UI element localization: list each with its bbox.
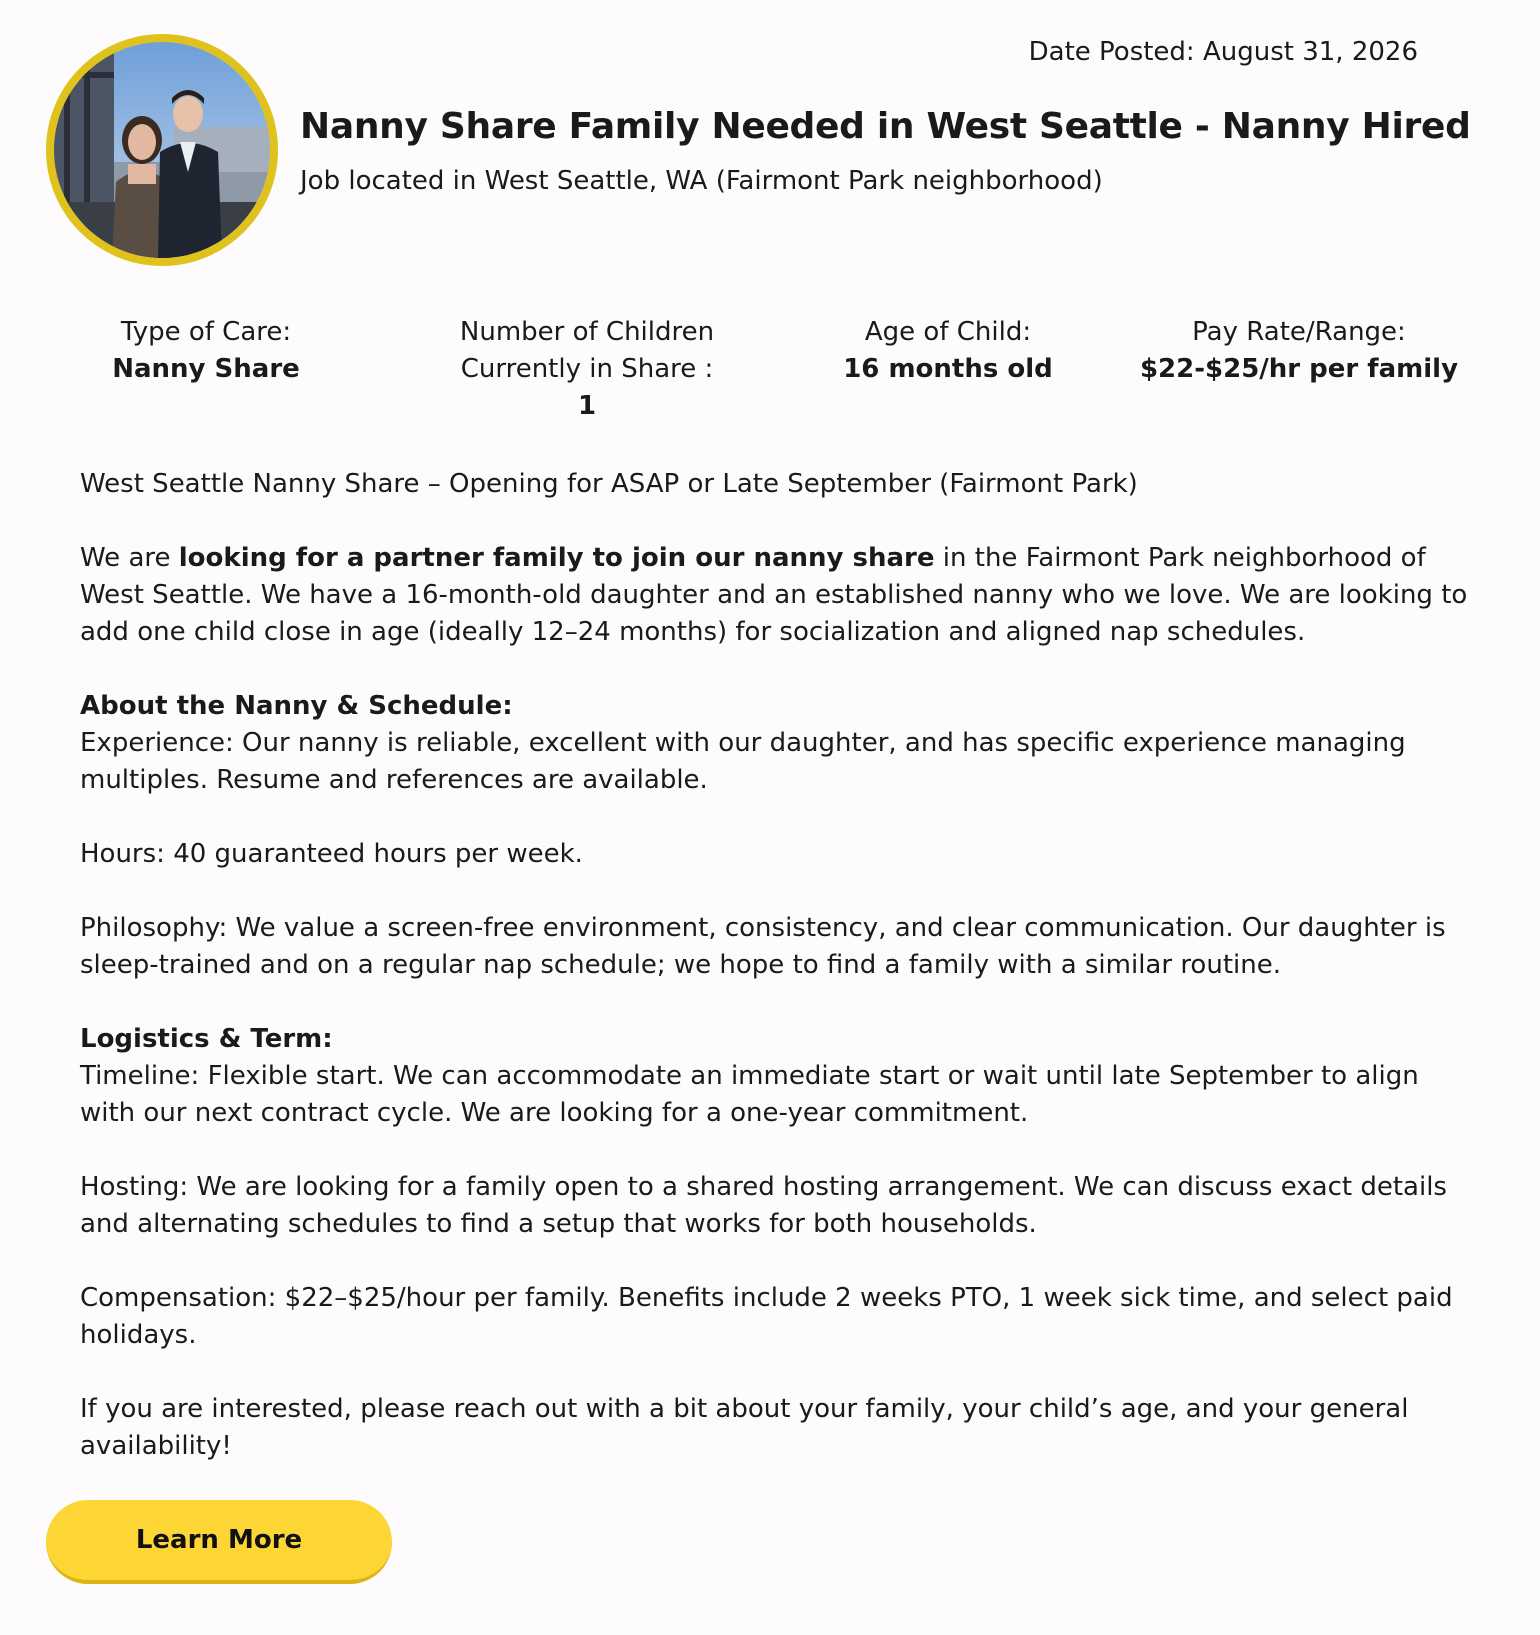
family-photo-avatar [46, 34, 278, 266]
stat-type-of-care [112, 314, 300, 388]
description-headline: West Seattle Nanny Share – Opening for ASAP or Late September (Fairmont Park) [80, 469, 1138, 499]
description-philosophy: Philosophy: We value a screen-free environment, consistency, and clear communication. Our daughter is sleep-trained and on a regular nap schedule; we hope to find a family with a similar routine. [80, 913, 1446, 980]
intro-emphasis: looking for a partner family to join our nanny share [178, 543, 935, 573]
description-experience: Experience: Our nanny is reliable, excellent with our daughter, and has specific experience managing multiples. Resume and references are available. [80, 728, 1406, 795]
section-heading-about: About the Nanny & Schedule: [80, 691, 513, 721]
family-photo-icon [54, 42, 270, 258]
intro-text: in the Fairmont Park neighborhood of West Seattle. We have a 16-month-old daughter and an established nanny who we love. We are looking to add one child close in age (ideally 12–24 months) for socialization and aligned nap schedules. [80, 543, 1468, 647]
intro-text: We are [80, 543, 179, 573]
description-intro [80, 540, 1480, 651]
stat-value: $22-$25/hr per family [1139, 354, 1459, 384]
stat-number-of-children [460, 314, 714, 425]
description-closing: If you are interested, please reach out with a bit about your family, your child’s age, and your general availability! [80, 1394, 1409, 1461]
stat-value: Nanny Share [112, 354, 300, 384]
job-description [80, 466, 1480, 1465]
stat-value: 16 months old [843, 354, 1053, 384]
stat-label: Currently in Share : [460, 354, 714, 384]
stat-label: Age of Child: [864, 317, 1032, 347]
stat-label: Number of Children [459, 317, 715, 347]
job-location: Job located in West Seattle, WA (Fairmont Park neighborhood) [300, 166, 1103, 196]
description-compensation: Compensation: $22–$25/hour per family. Benefits include 2 weeks PTO, 1 week sick time, and select paid holidays. [80, 1283, 1453, 1350]
description-hosting: Hosting: We are looking for a family open to a shared hosting arrangement. We can discuss exact details and alternating schedules to find a setup that works for both households. [80, 1172, 1447, 1239]
stat-label: Type of Care: [120, 317, 292, 347]
stat-label: Pay Rate/Range: [1192, 317, 1406, 347]
date-posted: Date Posted: August 31, 2026 [1028, 37, 1418, 67]
stat-pay-rate [1140, 314, 1458, 388]
learn-more-button[interactable]: Learn More [46, 1500, 392, 1584]
description-hours: Hours: 40 guaranteed hours per week. [80, 839, 583, 869]
description-timeline: Timeline: Flexible start. We can accommodate an immediate start or wait until late September to align with our next contract cycle. We are looking for a one-year commitment. [80, 1061, 1419, 1128]
stat-value: 1 [577, 391, 597, 421]
job-title: Nanny Share Family Needed in West Seattle - Nanny Hired [300, 106, 1471, 147]
job-summary-stats [0, 314, 1540, 424]
section-heading-logistics: Logistics & Term: [80, 1024, 333, 1054]
stat-age-of-child [843, 314, 1053, 388]
